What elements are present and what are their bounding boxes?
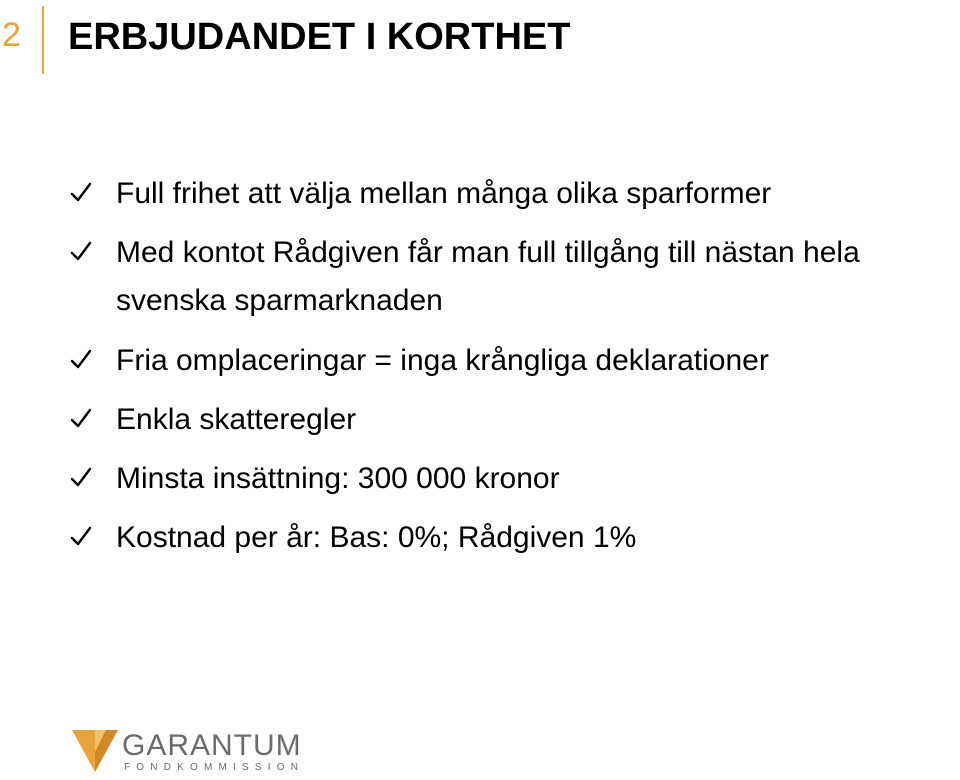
bullet-text: Enkla skatteregler bbox=[116, 403, 357, 436]
check-icon bbox=[70, 467, 92, 489]
check-icon bbox=[70, 408, 92, 430]
bullet-text: Full frihet att välja mellan många olika sparformer bbox=[116, 177, 772, 210]
bullet-text: Minsta insättning: 300 000 kronor bbox=[116, 462, 560, 495]
check-icon bbox=[70, 241, 92, 263]
bullet-text: Med kontot Rådgiven får man full tillgång till nästan hela svenska sparmarknaden bbox=[116, 236, 860, 317]
bullet-item bbox=[70, 396, 950, 444]
bullet-item bbox=[70, 170, 950, 218]
bullet-list bbox=[70, 170, 950, 562]
logo-subtitle: FONDKOMMISSION bbox=[124, 762, 305, 773]
check-icon bbox=[70, 349, 92, 371]
bullet-text: Kostnad per år: Bas: 0%; Rådgiven 1% bbox=[116, 521, 637, 554]
check-icon bbox=[70, 182, 92, 204]
bullet-item bbox=[70, 337, 950, 385]
bullet-item bbox=[70, 229, 950, 325]
bullet-text: Fria omplaceringar = inga krångliga deklarationer bbox=[116, 344, 769, 377]
logo-wordmark: GARANTUM bbox=[122, 729, 302, 762]
slide-title: ERBJUDANDET I KORTHET bbox=[68, 16, 571, 58]
bullet-item bbox=[70, 455, 950, 503]
garantum-mark-icon bbox=[72, 726, 118, 774]
check-icon bbox=[70, 526, 92, 548]
slide-number: 2 bbox=[2, 16, 21, 54]
garantum-logo bbox=[72, 726, 312, 774]
bullet-item bbox=[70, 514, 950, 562]
title-divider bbox=[42, 6, 44, 74]
